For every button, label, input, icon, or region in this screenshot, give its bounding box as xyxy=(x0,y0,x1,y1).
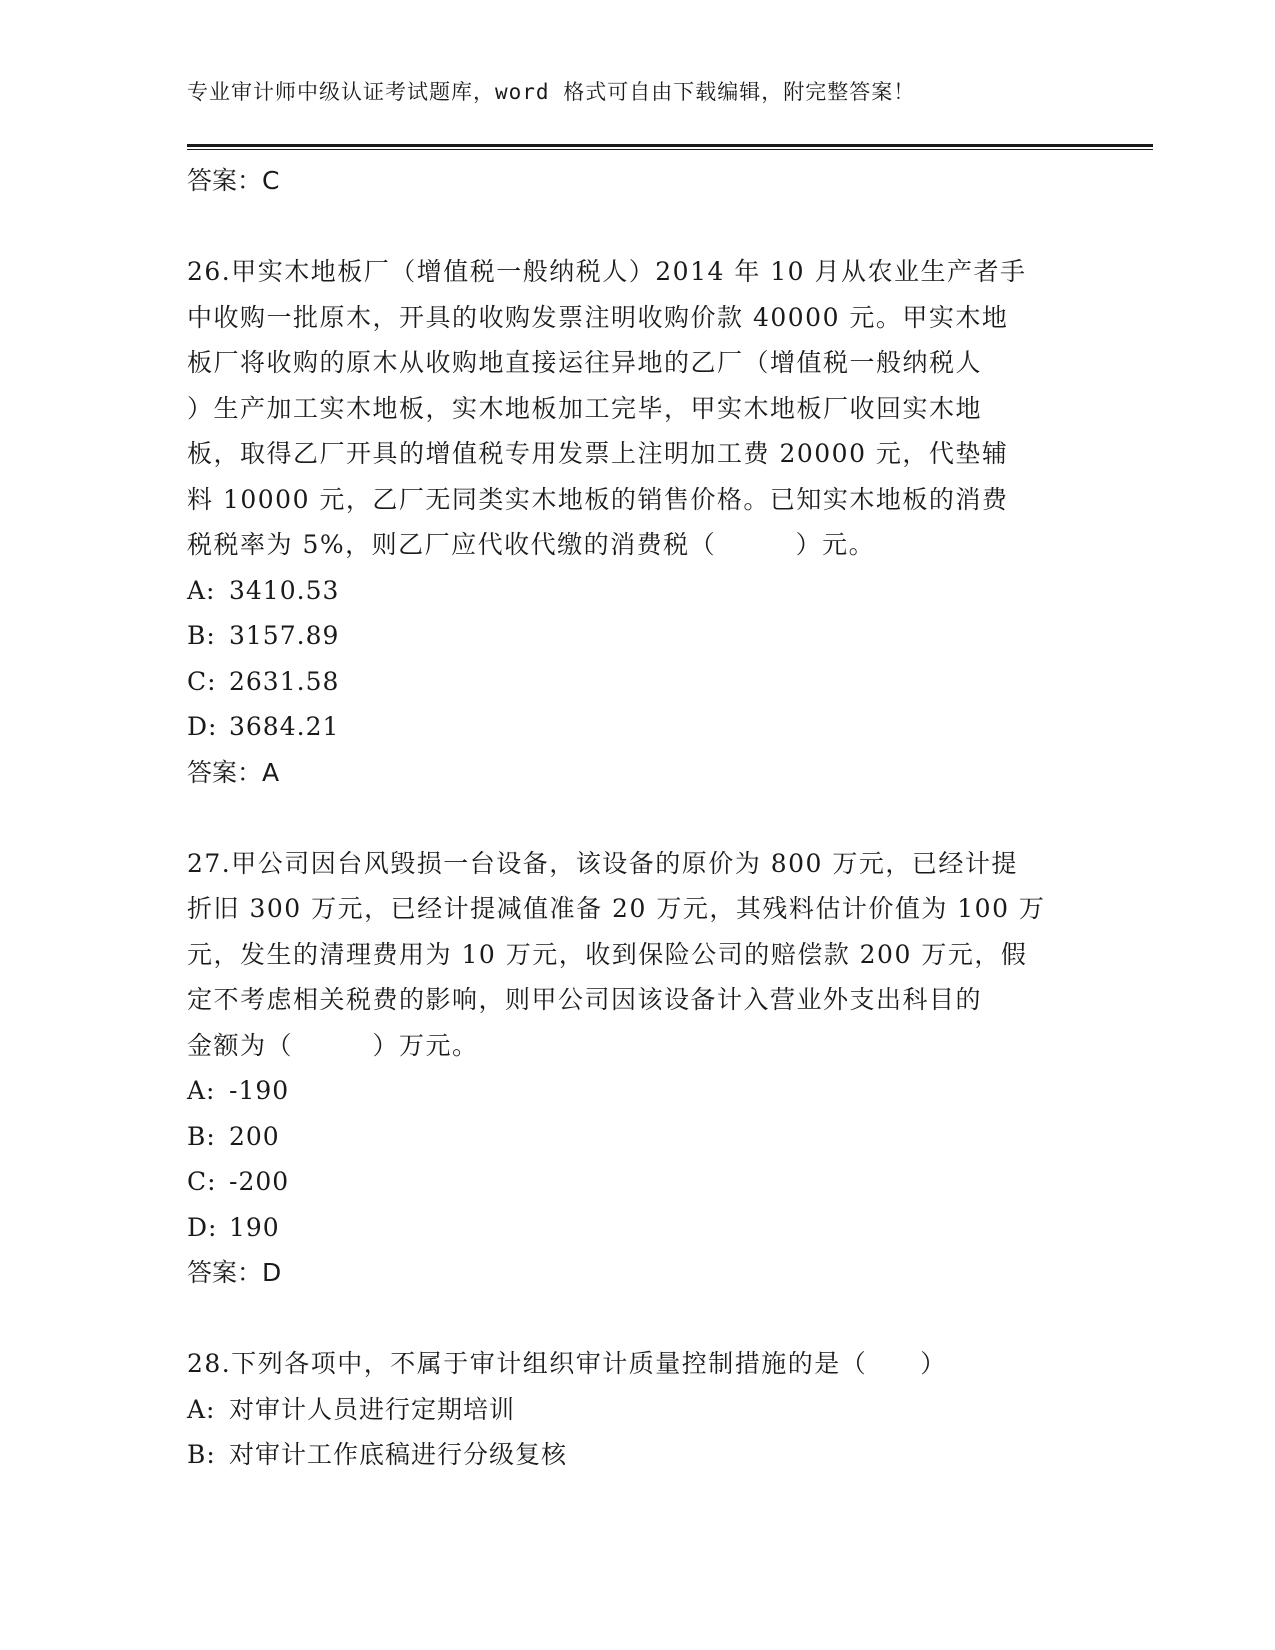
stem-line: 中收购一批原木，开具的收购发票注明收购价款 40000 元。甲实木地 xyxy=(187,302,1009,332)
option-text: 对审计工作底稿进行分级复核 xyxy=(229,1440,568,1469)
option-d xyxy=(187,1205,1087,1251)
header-rule xyxy=(187,144,1153,147)
option-letter: A: xyxy=(187,1394,216,1424)
option-letter: A: xyxy=(187,1076,216,1105)
question-content xyxy=(187,158,1087,1478)
question-stem xyxy=(187,841,1067,1069)
option-letter: D: xyxy=(187,712,218,741)
option-c xyxy=(187,659,1087,705)
stem-line: 税税率为 5%，则乙厂应代收代缴的消费税（ ）元。 xyxy=(187,530,876,559)
question-28 xyxy=(187,1341,1087,1478)
option-text: -190 xyxy=(229,1076,290,1105)
question-26 xyxy=(187,249,1087,795)
option-text: 200 xyxy=(229,1121,280,1151)
option-letter: B: xyxy=(187,1121,216,1151)
option-c xyxy=(187,1159,1087,1205)
spacer xyxy=(187,203,1087,249)
option-letter: B: xyxy=(187,621,216,650)
option-text: 3684.21 xyxy=(229,712,340,741)
stem-line: 28.下列各项中，不属于审计组织审计质量控制措施的是（ ） xyxy=(187,1349,947,1378)
question-stem xyxy=(187,1341,1067,1387)
option-d xyxy=(187,704,1087,750)
header-rule-thin xyxy=(187,149,1153,150)
option-a xyxy=(187,1387,1087,1433)
option-text: 2631.58 xyxy=(229,666,340,696)
stem-line: ）生产加工实木地板，实木地板加工完毕，甲实木地板厂收回实木地 xyxy=(187,393,983,423)
stem-line: 元，发生的清理费用为 10 万元，收到保险公司的赔偿款 200 万元，假 xyxy=(187,939,1028,969)
option-text: 3157.89 xyxy=(229,621,340,650)
spacer xyxy=(187,795,1087,841)
option-b xyxy=(187,613,1087,659)
spacer xyxy=(187,1295,1087,1341)
answer-line: 答案：A xyxy=(187,757,280,787)
stem-line: 26.甲实木地板厂（增值税一般纳税人）2014 年 10 月从农业生产者手 xyxy=(187,257,1027,286)
stem-line: 板，取得乙厂开具的增值税专用发票上注明加工费 20000 元，代垫辅 xyxy=(187,439,1009,468)
option-a xyxy=(187,1068,1087,1114)
option-letter: D: xyxy=(187,1212,218,1242)
stem-line: 板厂将收购的原木从收购地直接运往异地的乙厂（增值税一般纳税人 xyxy=(187,348,983,377)
option-text: 3410.53 xyxy=(229,575,340,605)
stem-line: 料 10000 元，乙厂无同类实木地板的销售价格。已知实木地板的消费 xyxy=(187,484,1009,514)
page-header: 专业审计师中级认证考试题库，word 格式可自由下载编辑，附完整答案！ xyxy=(187,80,916,104)
option-letter: C: xyxy=(187,666,217,696)
question-27 xyxy=(187,841,1087,1296)
option-a xyxy=(187,568,1087,614)
answer-line: 答案：D xyxy=(187,1258,282,1287)
option-text: 对审计人员进行定期培训 xyxy=(229,1394,516,1424)
option-letter: B: xyxy=(187,1440,216,1469)
option-letter: A: xyxy=(187,575,216,605)
stem-line: 折旧 300 万元，已经计提减值准备 20 万元，其残料估计价值为 100 万 xyxy=(187,894,1046,923)
option-text: 190 xyxy=(229,1212,280,1242)
stem-line: 27.甲公司因台风毁损一台设备，该设备的原价为 800 万元，已经计提 xyxy=(187,848,1018,878)
option-text: -200 xyxy=(229,1167,290,1196)
stem-line: 定不考虑相关税费的影响，则甲公司因该设备计入营业外支出科目的 xyxy=(187,985,983,1014)
option-b xyxy=(187,1114,1087,1160)
question-stem xyxy=(187,249,1067,568)
previous-answer: 答案：C xyxy=(187,166,280,195)
option-letter: C: xyxy=(187,1167,217,1196)
option-b xyxy=(187,1432,1087,1478)
stem-line: 金额为（ ）万元。 xyxy=(187,1030,479,1060)
